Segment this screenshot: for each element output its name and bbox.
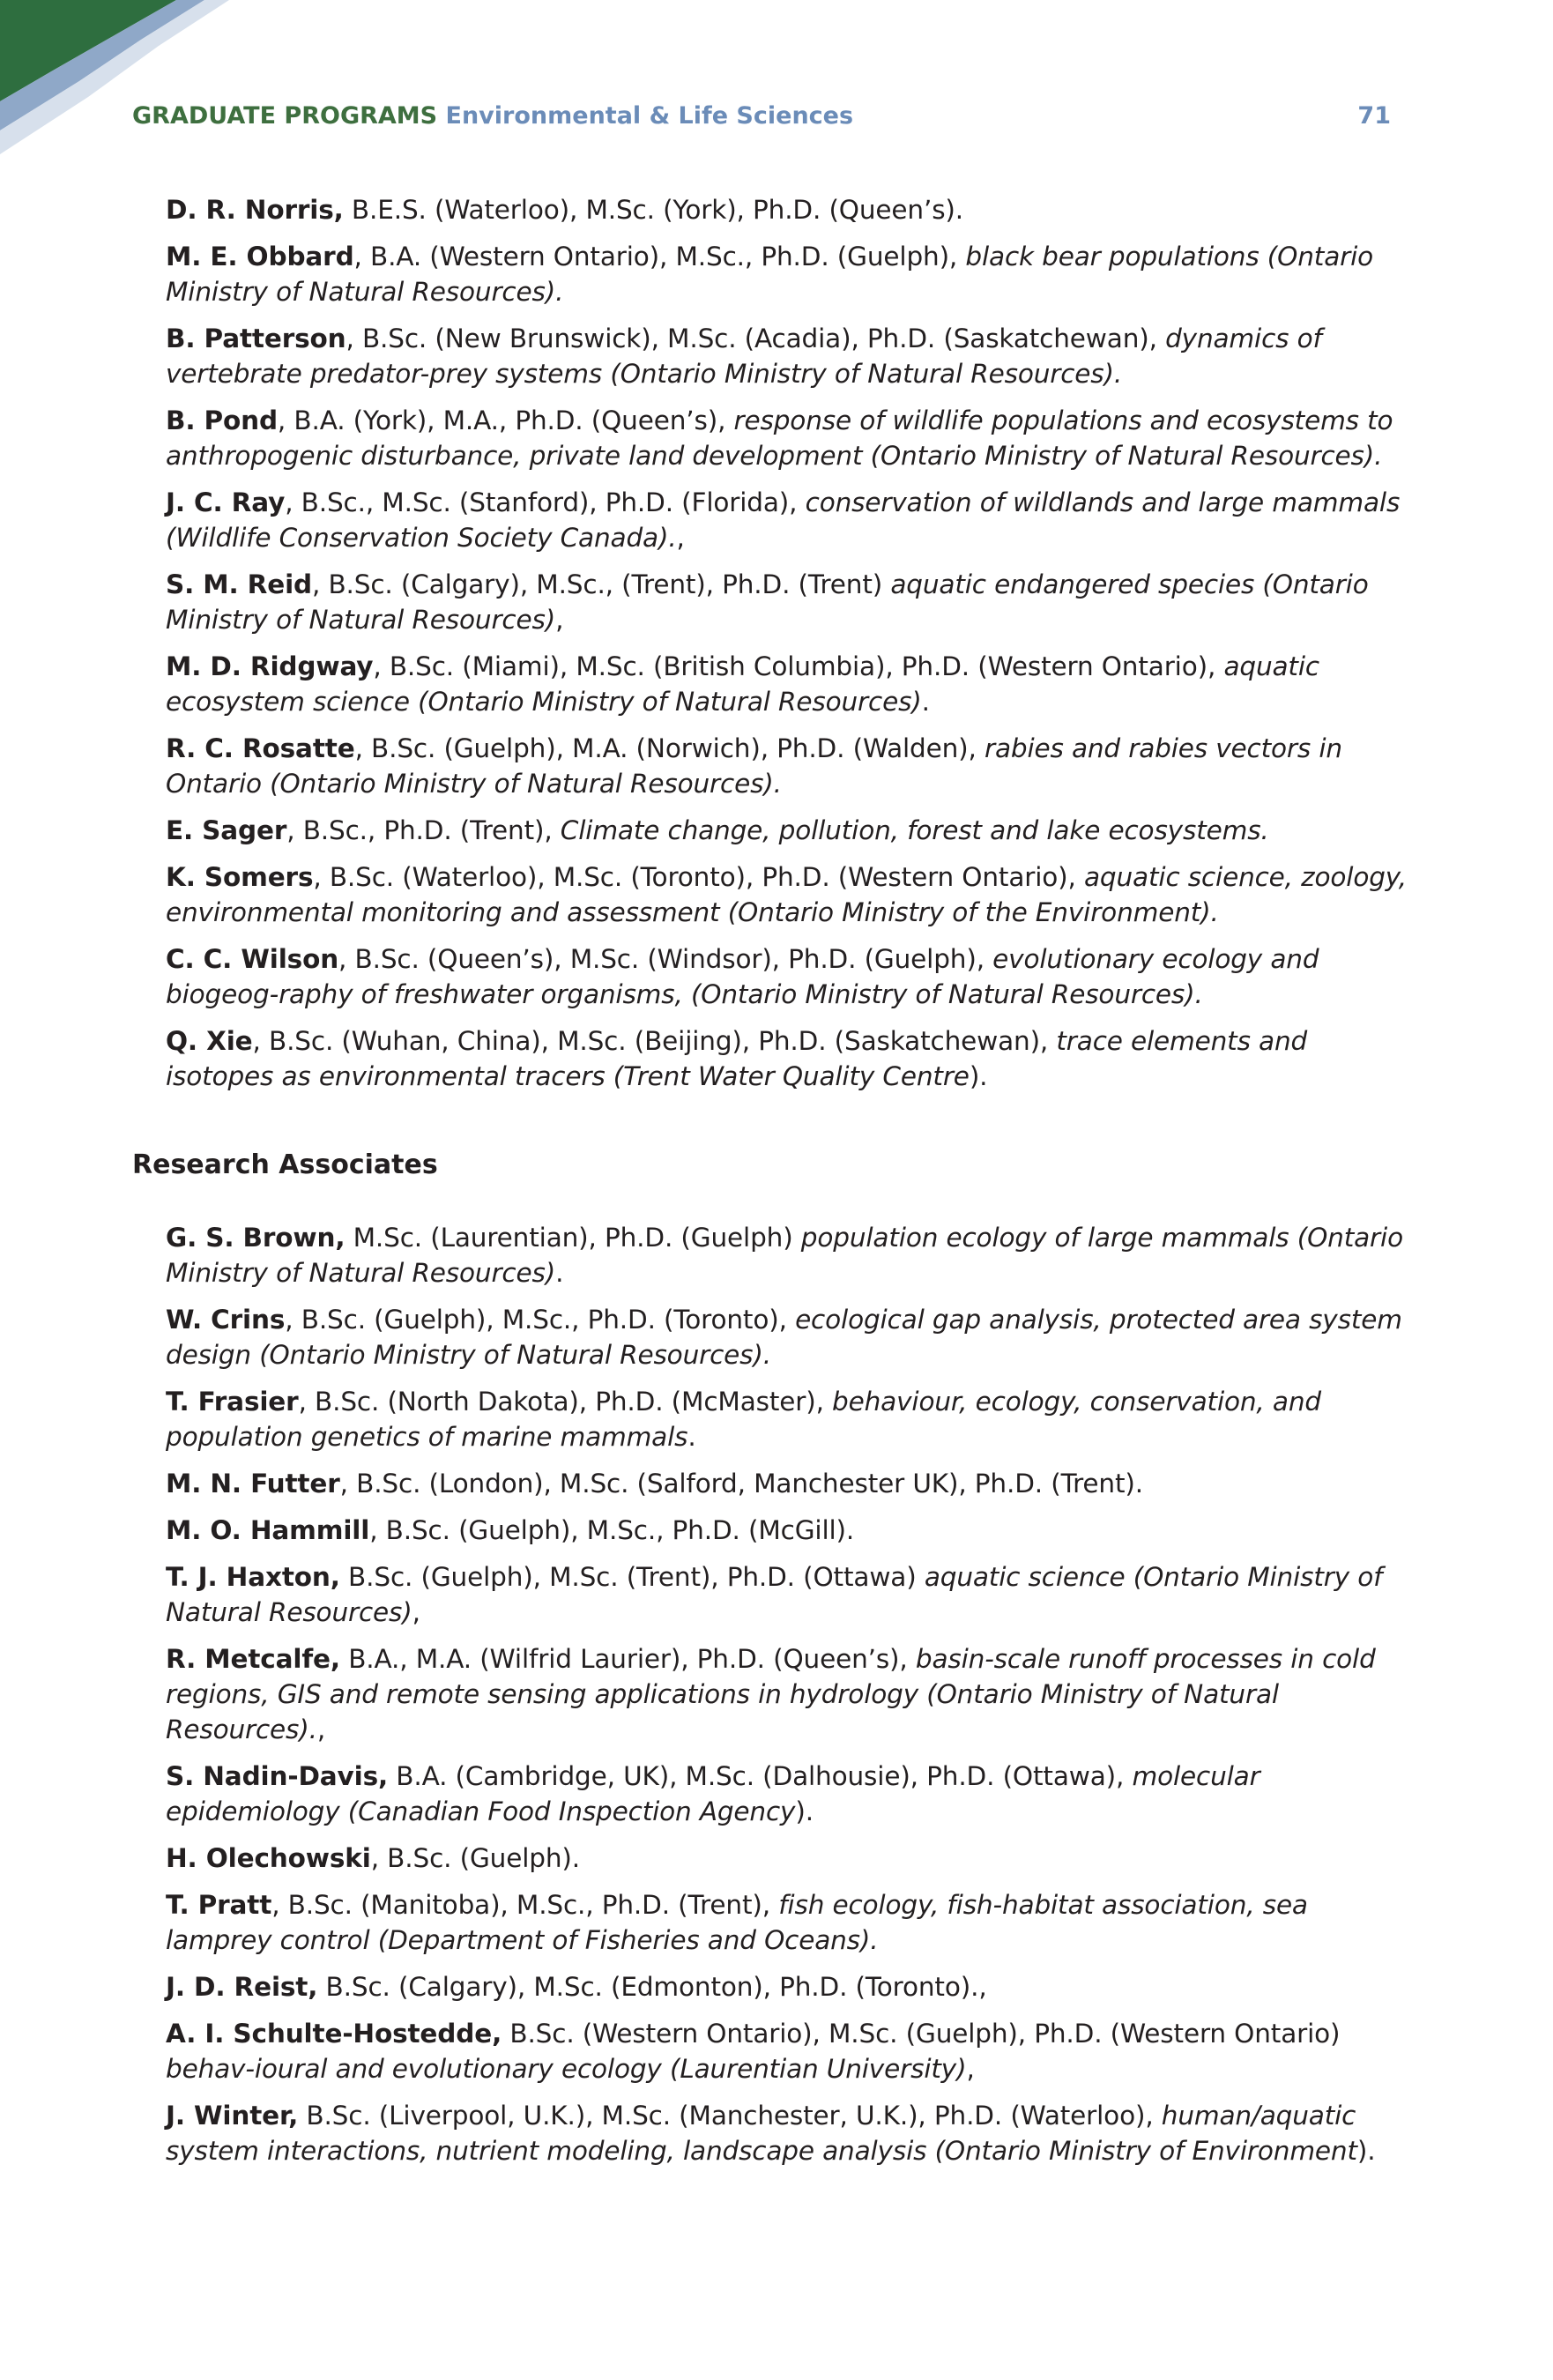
person-name: K. Somers	[166, 862, 314, 892]
person-name: S. M. Reid	[166, 569, 313, 599]
section-title-research-associates: Research Associates	[132, 1149, 438, 1180]
research-area: fish ecology, fish-habitat association, sea lamprey control (Department of Fisheries and Oceans).	[166, 1890, 1308, 1955]
research-area: human/aquatic system interactions, nutrient modeling, landscape analysis (Ontario Ministry of Environment	[166, 2101, 1357, 2166]
person-credentials: , B.Sc. (Guelph), M.A. (Norwich), Ph.D. (Walden),	[354, 733, 985, 763]
header-program: GRADUATE PROGRAMS	[132, 102, 438, 130]
person-name: E. Sager	[166, 815, 287, 845]
person-credentials: , B.Sc. (London), M.Sc. (Salford, Manchester UK), Ph.D. (Trent).	[339, 1469, 1143, 1499]
person-credentials: , B.Sc. (Calgary), M.Sc., (Trent), Ph.D. (Trent)	[312, 569, 891, 599]
research-area: behav-ioural and evolutionary ecology (Laurentian University)	[166, 2054, 967, 2084]
entry-suffix: ,	[966, 2054, 975, 2084]
entry-suffix: .	[687, 1422, 696, 1452]
person-name: M. E. Obbard	[166, 242, 354, 271]
list-item	[166, 1641, 1417, 1747]
person-name: J. D. Reist,	[166, 1972, 318, 2002]
person-credentials: , B.Sc. (Wuhan, China), M.Sc. (Beijing), Ph.D. (Saskatchewan),	[252, 1026, 1057, 1056]
entry-suffix: ,	[555, 605, 564, 635]
person-credentials: , B.Sc., Ph.D. (Trent),	[286, 815, 561, 845]
person-credentials: B.A., M.A. (Wilfrid Laurier), Ph.D. (Queen’s),	[339, 1644, 916, 1674]
person-name: J. Winter,	[166, 2101, 299, 2131]
person-credentials: , B.A. (Western Ontario), M.Sc., Ph.D. (Guelph),	[353, 242, 966, 271]
faculty-list	[166, 192, 1417, 1105]
list-item	[166, 859, 1417, 930]
research-area: aquatic science (Ontario Ministry of Natural Resources)	[166, 1562, 1383, 1627]
person-name: D. R. Norris,	[166, 195, 344, 225]
research-associates-list	[166, 1220, 1417, 2180]
person-name: M. D. Ridgway	[166, 651, 374, 681]
header-department: Environmental & Life Sciences	[445, 102, 854, 130]
person-credentials: B.Sc. (Western Ontario), M.Sc. (Guelph), Ph.D. (Western Ontario)	[502, 2019, 1341, 2049]
person-credentials: , B.Sc. (Guelph), M.Sc., Ph.D. (Toronto),	[285, 1305, 796, 1335]
person-credentials: , B.Sc. (North Dakota), Ph.D. (McMaster),	[298, 1387, 833, 1417]
list-item	[166, 1023, 1417, 1094]
person-credentials: , B.Sc. (Guelph).	[370, 1843, 580, 1873]
person-name: S. Nadin-Davis,	[166, 1761, 389, 1791]
list-item	[166, 1220, 1417, 1290]
list-item	[166, 1969, 1417, 2004]
list-item	[166, 1841, 1417, 1876]
entry-suffix: ,	[676, 523, 685, 553]
person-credentials: B.E.S. (Waterloo), M.Sc. (York), Ph.D. (Queen’s).	[343, 195, 963, 225]
list-item	[166, 1559, 1417, 1630]
list-item	[166, 731, 1417, 801]
list-item	[166, 1513, 1417, 1548]
entry-suffix: ,	[412, 1597, 420, 1627]
research-area: evolutionary ecology and biogeog-raphy of freshwater organisms, (Ontario Ministry of Natural Resources).	[166, 944, 1319, 1009]
person-credentials: , B.Sc. (New Brunswick), M.Sc. (Acadia), Ph.D. (Saskatchewan),	[346, 324, 1166, 353]
entry-suffix: .	[555, 1258, 564, 1288]
person-name: B. Patterson	[166, 324, 346, 353]
list-item	[166, 403, 1417, 473]
page-number: 71	[1357, 102, 1391, 130]
research-area: black bear populations (Ontario Ministry of Natural Resources).	[166, 242, 1374, 307]
research-area: molecular epidemiology (Canadian Food Inspection Agency	[166, 1761, 1260, 1826]
research-area: population ecology of large mammals (Ontario Ministry of Natural Resources)	[166, 1223, 1403, 1288]
research-area: ecological gap analysis, protected area system design (Ontario Ministry of Natural Resources).	[166, 1305, 1402, 1370]
person-name: A. I. Schulte-Hostedde,	[166, 2019, 502, 2049]
person-credentials: B.Sc. (Calgary), M.Sc. (Edmonton), Ph.D. (Toronto).,	[317, 1972, 987, 2002]
person-credentials: , B.A. (York), M.A., Ph.D. (Queen’s),	[277, 405, 734, 435]
research-area: rabies and rabies vectors in Ontario (Ontario Ministry of Natural Resources).	[166, 733, 1342, 799]
person-name: G. S. Brown,	[166, 1223, 346, 1253]
person-credentials: , B.Sc. (Guelph), M.Sc., Ph.D. (McGill).	[369, 1515, 855, 1545]
person-name: T. Frasier	[166, 1387, 299, 1417]
running-header	[132, 100, 1391, 132]
list-item	[166, 649, 1417, 719]
entry-suffix: ).	[795, 1796, 814, 1826]
research-area: aquatic science, zoology, environmental monitoring and assessment (Ontario Ministry of the Environment).	[166, 862, 1408, 927]
research-area: response of wildlife populations and ecosystems to anthropogenic disturbance, private land development (Ontario Ministry of Natural Resources).	[166, 405, 1393, 471]
list-item	[166, 567, 1417, 637]
list-item	[166, 1887, 1417, 1958]
entry-suffix: .	[921, 687, 930, 717]
research-area: aquatic endangered species (Ontario Ministry of Natural Resources)	[166, 569, 1369, 635]
person-name: M. O. Hammill	[166, 1515, 370, 1545]
person-name: R. C. Rosatte	[166, 733, 355, 763]
list-item	[166, 941, 1417, 1012]
list-item	[166, 813, 1417, 848]
person-credentials: , B.Sc., M.Sc. (Stanford), Ph.D. (Florida),	[285, 487, 806, 517]
person-name: T. Pratt	[166, 1890, 272, 1920]
research-area: trace elements and isotopes as environmental tracers (Trent Water Quality Centre	[166, 1026, 1308, 1091]
list-item	[166, 1302, 1417, 1372]
person-credentials: , B.Sc. (Manitoba), M.Sc., Ph.D. (Trent),	[271, 1890, 779, 1920]
person-name: H. Olechowski	[166, 1843, 371, 1873]
research-area: dynamics of vertebrate predator-prey systems (Ontario Ministry of Natural Resources).	[166, 324, 1322, 389]
list-item	[166, 485, 1417, 555]
person-credentials: , B.Sc. (Miami), M.Sc. (British Columbia), Ph.D. (Western Ontario),	[373, 651, 1224, 681]
person-name: W. Crins	[166, 1305, 286, 1335]
person-name: M. N. Futter	[166, 1469, 340, 1499]
list-item	[166, 192, 1417, 227]
person-name: B. Pond	[166, 405, 278, 435]
entry-suffix: ).	[969, 1061, 988, 1091]
list-item	[166, 2098, 1417, 2168]
list-item	[166, 321, 1417, 391]
person-credentials: , B.Sc. (Queen’s), M.Sc. (Windsor), Ph.D. (Guelph),	[338, 944, 993, 974]
person-name: Q. Xie	[166, 1026, 253, 1056]
person-name: R. Metcalfe,	[166, 1644, 340, 1674]
list-item	[166, 1466, 1417, 1501]
person-credentials: M.Sc. (Laurentian), Ph.D. (Guelph)	[345, 1223, 801, 1253]
person-credentials: , B.Sc. (Waterloo), M.Sc. (Toronto), Ph.D. (Western Ontario),	[313, 862, 1084, 892]
research-area: behaviour, ecology, conservation, and population genetics of marine mammals	[166, 1387, 1321, 1452]
research-area: conservation of wildlands and large mammals (Wildlife Conservation Society Canada).	[166, 487, 1401, 553]
entry-suffix: ,	[316, 1714, 326, 1744]
person-name: T. J. Haxton,	[166, 1562, 340, 1592]
entry-suffix: ).	[1356, 2136, 1376, 2166]
person-name: C. C. Wilson	[166, 944, 339, 974]
research-area: aquatic ecosystem science (Ontario Ministry of Natural Resources)	[166, 651, 1319, 717]
research-area: basin-scale runoff processes in cold regions, GIS and remote sensing applications in hydrology (Ontario Ministry of Natural Resources).	[166, 1644, 1376, 1744]
list-item	[166, 2016, 1417, 2086]
corner-decoration	[0, 0, 264, 159]
person-credentials: B.A. (Cambridge, UK), M.Sc. (Dalhousie), Ph.D. (Ottawa),	[388, 1761, 1133, 1791]
list-item	[166, 1384, 1417, 1454]
person-name: J. C. Ray	[166, 487, 286, 517]
list-item	[166, 1759, 1417, 1829]
person-credentials: B.Sc. (Guelph), M.Sc. (Trent), Ph.D. (Ottawa)	[339, 1562, 925, 1592]
research-area: Climate change, pollution, forest and lake ecosystems.	[560, 815, 1269, 845]
list-item	[166, 239, 1417, 309]
person-credentials: B.Sc. (Liverpool, U.K.), M.Sc. (Manchester, U.K.), Ph.D. (Waterloo),	[298, 2101, 1162, 2131]
